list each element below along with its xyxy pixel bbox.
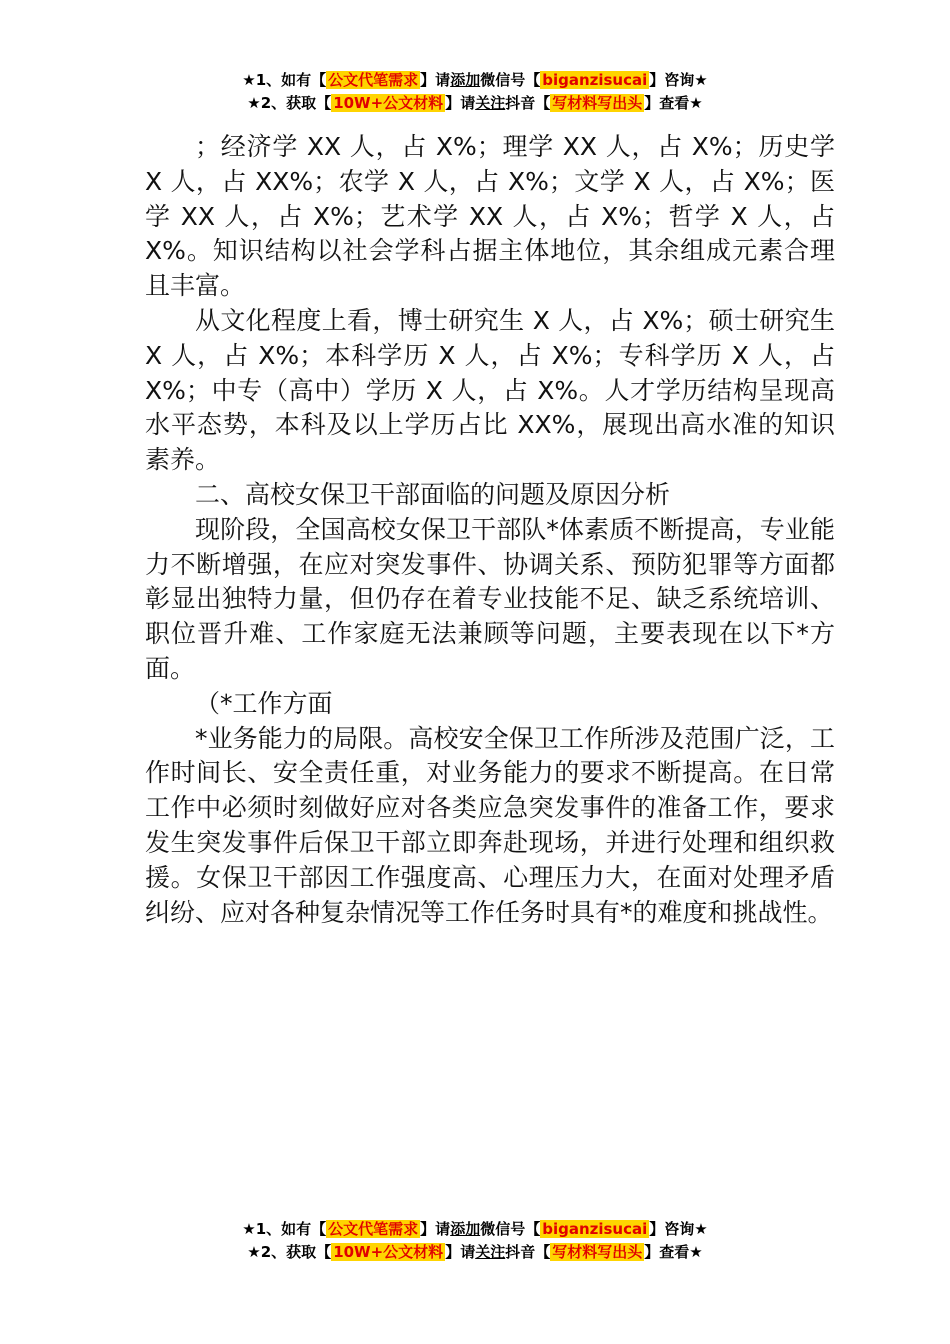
banner-line-1 [0,69,950,92]
paragraph-education-level: 从文化程度上看，博士研究生 X 人，占 X%；硕士研究生 X 人，占 X%；本科学历 X 人，占 X%；专科学历 X 人，占 X%；中专（高中）学历 X 人，占 X%。人才学历结构呈现高水平态势，本科及以上学历占比 XX%，展现出高水准的知识素养。 [145,305,835,475]
banner-text: ★1、如有【 [242,1220,327,1238]
banner-underlined: 关注 [475,1243,506,1261]
header-banner [0,69,950,115]
banner-text: 抖音【 [505,1243,551,1261]
banner-text: 】请 [445,1243,476,1261]
banner-underlined: 添加 [450,1220,481,1238]
paragraph-current-status: 现阶段，全国高校女保卫干部队*体素质不断提高，专业能力不断增强，在应对突发事件、协调关系、预防犯罪等方面都彰显出独特力量，但仍存在着专业技能不足、缺乏系统培训、职位晋升难、工作家庭无法兼顾等问题，主要表现在以下*方面。 [145,514,835,683]
section-heading: 二、高校女保卫干部面临的问题及原因分析 [195,479,671,509]
banner-highlight: 写材料写出头 [552,94,643,112]
subsection-heading: （*工作方面 [195,688,333,718]
banner-line-1 [0,1218,950,1241]
banner-text: 】咨询★ [649,71,708,89]
banner-highlight: 写材料写出头 [552,1243,643,1261]
banner-text: 】咨询★ [649,1220,708,1238]
banner-underlined: 关注 [475,94,506,112]
banner-line-2 [0,1241,950,1264]
banner-highlight: 公文代笔需求 [328,1220,419,1238]
paragraph-discipline-structure: ；经济学 XX 人，占 X%；理学 XX 人，占 X%；历史学 X 人，占 XX%；农学 X 人，占 X%；文学 X 人，占 X%；医学 XX 人，占 X%；艺术学 XX 人，占 X%；哲学 X 人，占 X%。知识结构以社会学科占据主体地位，其余组成元素合理且丰富。 [145,132,835,301]
banner-text: 】查看★ [644,94,703,112]
banner-text: 微信号【 [480,1220,541,1238]
banner-text: 】请 [420,71,451,89]
banner-highlight: 公文代笔需求 [328,71,419,89]
banner-text: 微信号【 [480,71,541,89]
banner-highlight: 10W+公文材料 [333,1243,444,1261]
document-body [145,130,835,930]
banner-text: 】请 [445,94,476,112]
paragraph-business-ability: *业务能力的局限。高校安全保卫工作所涉及范围广泛，工作时间长、安全责任重，对业务能力的要求不断提高。在日常工作中必须时刻做好应对各类应急突发事件的准备工作，要求发生突发事件后保卫干部立即奔赴现场，并进行处理和组织救援。女保卫干部因工作强度高、心理压力大，在面对处理矛盾纠纷、应对各种复杂情况等工作任务时具有*的难度和挑战性。 [145,723,835,927]
footer-banner [0,1218,950,1264]
banner-line-2 [0,92,950,115]
banner-text: 】查看★ [644,1243,703,1261]
banner-highlight: biganzisucai [542,1220,648,1238]
banner-text: ★2、获取【 [247,1243,332,1261]
banner-text: 抖音【 [505,94,551,112]
banner-text: ★1、如有【 [242,71,327,89]
banner-highlight: biganzisucai [542,71,648,89]
banner-highlight: 10W+公文材料 [333,94,444,112]
banner-underlined: 添加 [450,71,481,89]
banner-text: ★2、获取【 [247,94,332,112]
banner-text: 】请 [420,1220,451,1238]
